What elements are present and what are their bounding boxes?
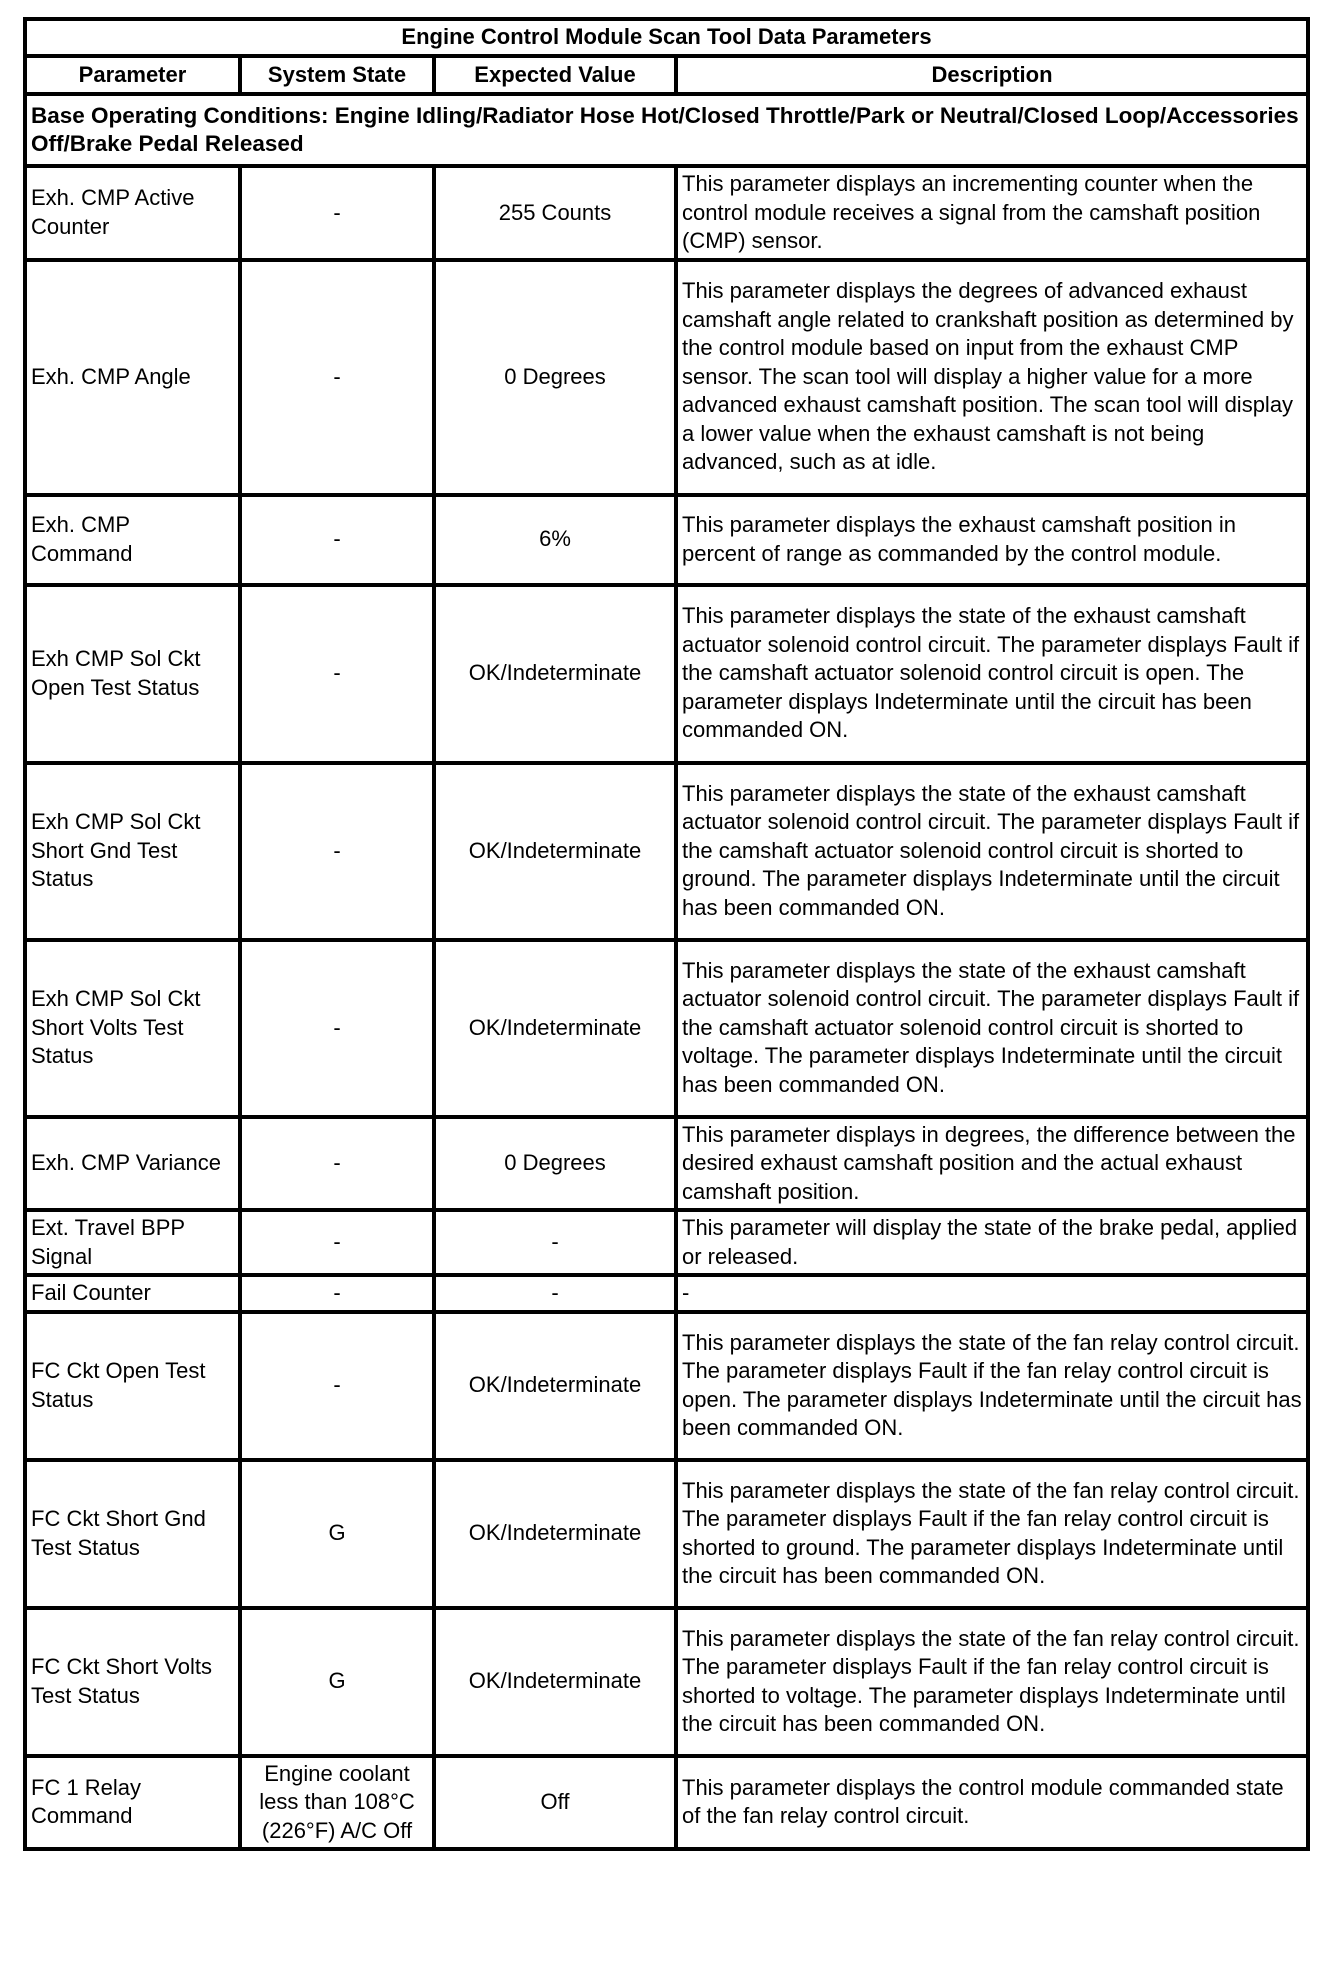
parameter-cell: Exh CMP Sol Ckt Open Test Status xyxy=(25,585,240,763)
expected-value-cell: OK/Indeterminate xyxy=(434,763,676,940)
table-row xyxy=(25,763,1308,940)
expected-value-cell: - xyxy=(434,1210,676,1275)
parameter-cell: Ext. Travel BPP Signal xyxy=(25,1210,240,1275)
system-state-cell: - xyxy=(240,495,434,585)
table-header-row xyxy=(25,56,1308,94)
system-state-cell: - xyxy=(240,1312,434,1460)
table-row xyxy=(25,1210,1308,1275)
table-row xyxy=(25,260,1308,495)
table-row xyxy=(25,585,1308,763)
system-state-cell: - xyxy=(240,260,434,495)
parameter-cell: Exh. CMP Variance xyxy=(25,1117,240,1211)
expected-value-cell: OK/Indeterminate xyxy=(434,1608,676,1756)
scan-tool-data-table xyxy=(23,17,1310,1851)
system-state-cell: - xyxy=(240,1117,434,1211)
expected-value-cell: Off xyxy=(434,1756,676,1850)
table-title: Engine Control Module Scan Tool Data Parameters xyxy=(25,19,1308,56)
expected-value-cell: - xyxy=(434,1275,676,1312)
base-conditions: Base Operating Conditions: Engine Idling/Radiator Hose Hot/Closed Throttle/Park or Neutral/Closed Loop/Accessories Off/Brake Pedal Released xyxy=(25,94,1308,166)
parameter-cell: Exh. CMP Command xyxy=(25,495,240,585)
table-title-row xyxy=(25,19,1308,56)
table-row xyxy=(25,495,1308,585)
system-state-cell: - xyxy=(240,585,434,763)
table-row xyxy=(25,1117,1308,1211)
description-cell: This parameter displays the exhaust camshaft position in percent of range as commanded by the control module. xyxy=(676,495,1308,585)
expected-value-cell: 6% xyxy=(434,495,676,585)
table-row xyxy=(25,1460,1308,1608)
parameter-cell: FC Ckt Open Test Status xyxy=(25,1312,240,1460)
table-row xyxy=(25,1608,1308,1756)
description-cell: This parameter displays the control module commanded state of the fan relay control circuit. xyxy=(676,1756,1308,1850)
system-state-cell: G xyxy=(240,1608,434,1756)
description-cell: This parameter displays the state of the fan relay control circuit. The parameter displays Fault if the fan relay control circuit is shorted to ground. The parameter displays Indeterminate until the circuit has been commanded ON. xyxy=(676,1460,1308,1608)
base-conditions-row xyxy=(25,94,1308,166)
parameter-cell: FC 1 Relay Command xyxy=(25,1756,240,1850)
expected-value-cell: 0 Degrees xyxy=(434,260,676,495)
parameter-cell: Fail Counter xyxy=(25,1275,240,1312)
description-cell: This parameter displays in degrees, the difference between the desired exhaust camshaft position and the actual exhaust camshaft position. xyxy=(676,1117,1308,1211)
parameter-cell: Exh CMP Sol Ckt Short Volts Test Status xyxy=(25,940,240,1117)
expected-value-cell: OK/Indeterminate xyxy=(434,1312,676,1460)
system-state-cell: - xyxy=(240,1210,434,1275)
table-row xyxy=(25,940,1308,1117)
description-cell: This parameter displays the state of the fan relay control circuit. The parameter displays Fault if the fan relay control circuit is shorted to voltage. The parameter displays Indeterminate until the circuit has been commanded ON. xyxy=(676,1608,1308,1756)
parameter-cell: FC Ckt Short Gnd Test Status xyxy=(25,1460,240,1608)
parameter-cell: Exh. CMP Active Counter xyxy=(25,166,240,260)
header-description: Description xyxy=(676,56,1308,94)
system-state-cell: - xyxy=(240,1275,434,1312)
system-state-cell: - xyxy=(240,166,434,260)
description-cell: This parameter displays the degrees of advanced exhaust camshaft angle related to crankshaft position as determined by the control module based on input from the exhaust CMP sensor. The scan tool will display a higher value for a more advanced exhaust camshaft position. The scan tool will display a lower value when the exhaust camshaft is not being advanced, such as at idle. xyxy=(676,260,1308,495)
table-body xyxy=(25,166,1308,1849)
system-state-cell: - xyxy=(240,940,434,1117)
table-row xyxy=(25,1756,1308,1850)
description-cell: This parameter displays an incrementing counter when the control module receives a signal from the camshaft position (CMP) sensor. xyxy=(676,166,1308,260)
description-cell: This parameter displays the state of the exhaust camshaft actuator solenoid control circuit. The parameter displays Fault if the camshaft actuator solenoid control circuit is shorted to ground. The parameter displays Indeterminate until the circuit has been commanded ON. xyxy=(676,763,1308,940)
parameter-cell: FC Ckt Short Volts Test Status xyxy=(25,1608,240,1756)
header-parameter: Parameter xyxy=(25,56,240,94)
description-cell: This parameter displays the state of the exhaust camshaft actuator solenoid control circuit. The parameter displays Fault if the camshaft actuator solenoid control circuit is shorted to voltage. The parameter displays Indeterminate until the circuit has been commanded ON. xyxy=(676,940,1308,1117)
description-cell: This parameter displays the state of the exhaust camshaft actuator solenoid control circuit. The parameter displays Fault if the camshaft actuator solenoid control circuit is open. The parameter displays Indeterminate until the circuit has been commanded ON. xyxy=(676,585,1308,763)
expected-value-cell: OK/Indeterminate xyxy=(434,585,676,763)
system-state-cell: G xyxy=(240,1460,434,1608)
table-row xyxy=(25,1312,1308,1460)
system-state-cell: Engine coolant less than 108°C (226°F) A/C Off xyxy=(240,1756,434,1850)
table-row xyxy=(25,166,1308,260)
expected-value-cell: OK/Indeterminate xyxy=(434,1460,676,1608)
description-cell: This parameter displays the state of the fan relay control circuit. The parameter displays Fault if the fan relay control circuit is open. The parameter displays Indeterminate until the circuit has been commanded ON. xyxy=(676,1312,1308,1460)
table-row xyxy=(25,1275,1308,1312)
description-cell: This parameter will display the state of the brake pedal, applied or released. xyxy=(676,1210,1308,1275)
system-state-cell: - xyxy=(240,763,434,940)
header-system-state: System State xyxy=(240,56,434,94)
expected-value-cell: 255 Counts xyxy=(434,166,676,260)
expected-value-cell: OK/Indeterminate xyxy=(434,940,676,1117)
parameter-cell: Exh CMP Sol Ckt Short Gnd Test Status xyxy=(25,763,240,940)
parameter-cell: Exh. CMP Angle xyxy=(25,260,240,495)
description-cell: - xyxy=(676,1275,1308,1312)
header-expected-value: Expected Value xyxy=(434,56,676,94)
expected-value-cell: 0 Degrees xyxy=(434,1117,676,1211)
